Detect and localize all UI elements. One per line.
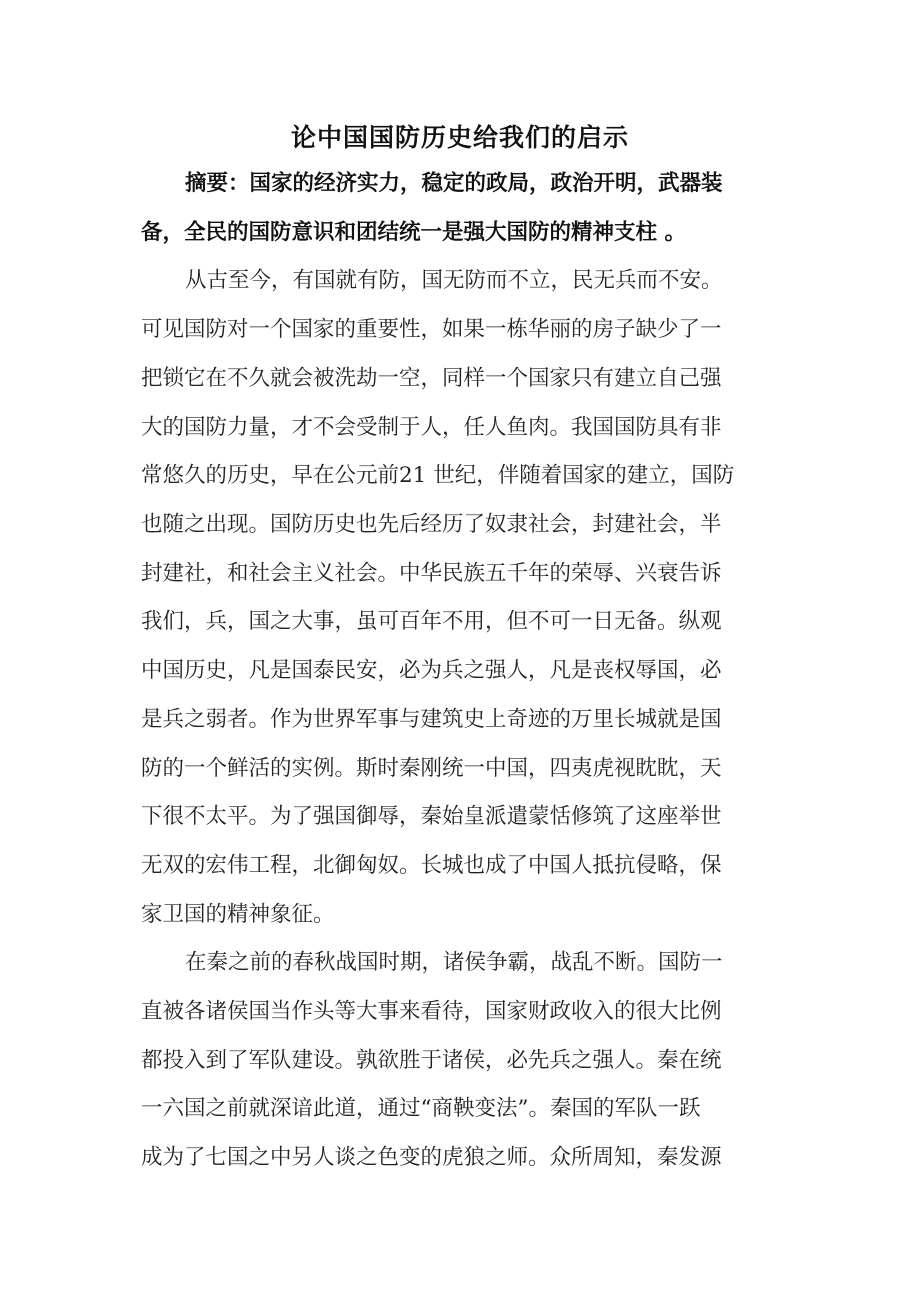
abstract-line: 备，全民的国防意识和团结统一是强大国防的精神支柱 。 [141,220,686,245]
paragraph-line: 是兵之弱者。作为世界军事与建筑史上奇迹的万里长城就是国 [141,707,722,732]
paragraph-line: 大的国防力量，才不会受制于人，任人鱼肉。我国国防具有非 [141,415,722,440]
document-title: 论中国国防历史给我们的启示 [290,123,629,152]
paragraph-line: 无双的宏伟工程，北御匈奴。长城也成了中国人抵抗侵略，保 [141,853,722,878]
paragraph-line: 直被各诸侯国当作头等大事来看待，国家财政收入的很大比例 [141,999,722,1024]
paragraph-line: 在秦之前的春秋战国时期，诸侯争霸，战乱不断。国防一 [185,950,723,975]
paragraph-line: 中国历史，凡是国泰民安，必为兵之强人，凡是丧权辱国，必 [141,658,722,683]
abstract-line: 摘要：国家的经济实力，稳定的政局，政治开明，武器装 [185,171,723,196]
paragraph-line: 也随之出现。国防历史也先后经历了奴隶社会，封建社会，半 [141,512,722,537]
paragraph-line: 家卫国的精神象征。 [141,902,335,927]
paragraph-line: 下很不太平。为了强国御辱，秦始皇派遣蒙恬修筑了这座举世 [141,804,722,829]
paragraph-line: 从古至今，有国就有防，国无防而不立，民无兵而不安。 [185,268,723,293]
paragraph-line: 都投入到了军队建设。孰欲胜于诸侯，必先兵之强人。秦在统 [141,1048,722,1073]
paragraph-line: 封建社，和社会主义社会。中华民族五千年的荣辱、兴衰告诉 [141,561,722,586]
paragraph-line: 我们，兵，国之大事，虽可百年不用，但不可一日无备。纵观 [141,609,722,634]
paragraph-line: 成为了七国之中另人谈之色变的虎狼之师。众所周知，秦发源 [141,1145,722,1170]
paragraph-line: 常悠久的历史，早在公元前21 世纪，伴随着国家的建立，国防 [141,463,735,488]
paragraph-line: 防的一个鲜活的实例。斯时秦刚统一中国，四夷虎视眈眈，天 [141,756,722,781]
paragraph-line: 一六国之前就深谙此道，通过“商鞅变法”。秦国的军队一跃 [141,1096,701,1121]
paragraph-line: 把锁它在不久就会被洗劫一空，同样一个国家只有建立自己强 [141,366,722,391]
paragraph-line: 可见国防对一个国家的重要性，如果一栋华丽的房子缺少了一 [141,317,722,342]
